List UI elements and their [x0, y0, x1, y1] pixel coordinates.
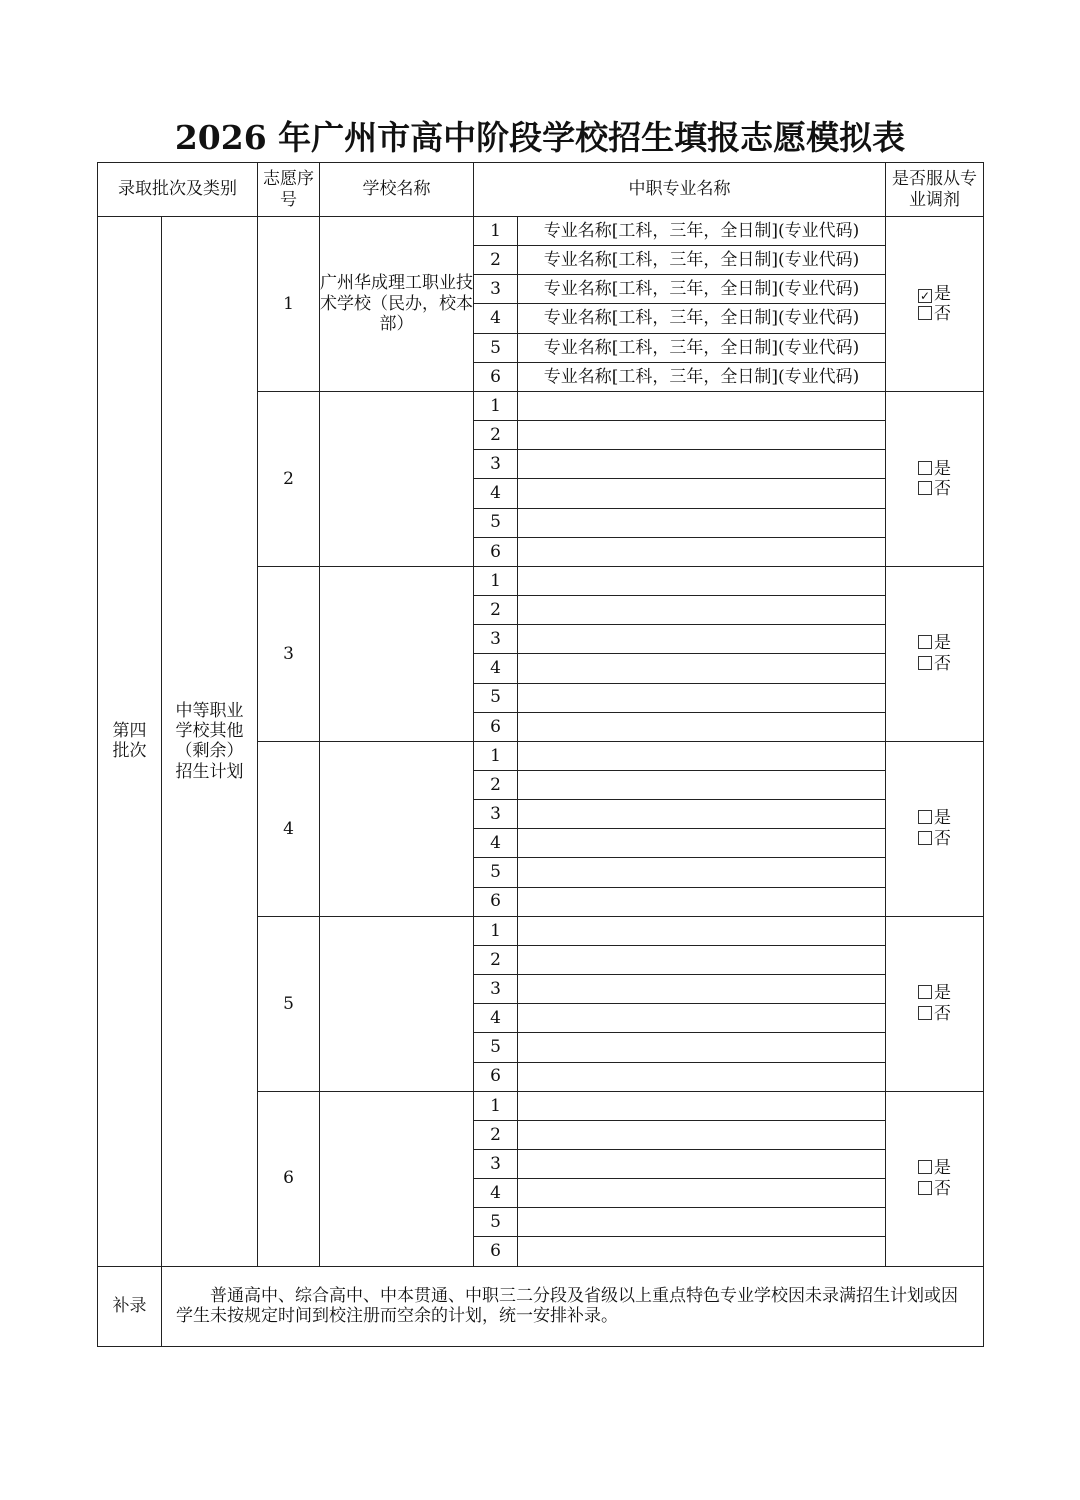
major-name-field[interactable]	[518, 916, 886, 945]
major-name-field[interactable]	[518, 1179, 886, 1208]
header-major-name: 中职专业名称	[474, 163, 886, 217]
major-name-field[interactable]: 专业名称[工科，三年，全日制](专业代码)	[518, 333, 886, 362]
major-name-field[interactable]	[518, 858, 886, 887]
major-index: 4	[474, 1004, 518, 1033]
major-name-field[interactable]: 专业名称[工科，三年，全日制](专业代码)	[518, 362, 886, 391]
major-name-field[interactable]: 专业名称[工科，三年，全日制](专业代码)	[518, 304, 886, 333]
page-title: 2026 年广州市高中阶段学校招生填报志愿模拟表	[174, 118, 906, 157]
no-checkbox[interactable]	[918, 1006, 932, 1020]
choice-number: 2	[258, 391, 320, 566]
major-name-field[interactable]	[518, 683, 886, 712]
school-name-field[interactable]	[320, 916, 474, 1091]
major-index: 3	[474, 275, 518, 304]
no-checkbox[interactable]	[918, 1181, 932, 1195]
major-index: 6	[474, 362, 518, 391]
choice-number: 6	[258, 1091, 320, 1266]
major-index: 4	[474, 654, 518, 683]
no-label: 否	[934, 1003, 951, 1024]
yes-label: 是	[934, 1158, 951, 1179]
major-index: 5	[474, 683, 518, 712]
major-index: 4	[474, 829, 518, 858]
major-index: 6	[474, 1062, 518, 1091]
no-label: 否	[934, 303, 951, 324]
header-choice-no: 志愿序号	[258, 163, 320, 217]
major-name-field[interactable]	[518, 975, 886, 1004]
yes-label: 是	[934, 283, 951, 304]
major-index: 5	[474, 858, 518, 887]
major-name-field[interactable]	[518, 421, 886, 450]
major-index: 3	[474, 625, 518, 654]
adjust-yes-option[interactable]	[886, 983, 983, 1003]
major-index: 4	[474, 479, 518, 508]
major-index: 1	[474, 566, 518, 595]
no-label: 否	[934, 1178, 951, 1199]
major-name-field[interactable]	[518, 1091, 886, 1120]
major-index: 3	[474, 1150, 518, 1179]
major-name-field[interactable]	[518, 887, 886, 916]
adjust-options	[886, 741, 984, 916]
application-form-table	[97, 162, 984, 1347]
major-name-field[interactable]	[518, 1004, 886, 1033]
yes-label: 是	[934, 808, 951, 829]
major-row	[98, 217, 984, 246]
adjust-yes-option[interactable]	[886, 1158, 983, 1178]
major-index: 6	[474, 712, 518, 741]
no-checkbox[interactable]	[918, 656, 932, 670]
school-name-field[interactable]	[320, 566, 474, 741]
adjust-options	[886, 217, 984, 392]
major-index: 2	[474, 945, 518, 974]
no-checkbox[interactable]	[918, 306, 932, 320]
major-index: 6	[474, 537, 518, 566]
supplement-row	[98, 1266, 984, 1346]
major-index: 6	[474, 887, 518, 916]
yes-label: 是	[934, 458, 951, 479]
school-name-field[interactable]	[320, 391, 474, 566]
major-index: 4	[474, 304, 518, 333]
choice-number: 3	[258, 566, 320, 741]
school-name-field[interactable]	[320, 741, 474, 916]
major-index: 3	[474, 975, 518, 1004]
major-index: 1	[474, 741, 518, 770]
major-name-field[interactable]	[518, 537, 886, 566]
major-index: 1	[474, 391, 518, 420]
choice-number: 4	[258, 741, 320, 916]
header-school-name: 学校名称	[320, 163, 474, 217]
major-index: 5	[474, 333, 518, 362]
major-index: 5	[474, 508, 518, 537]
adjust-options	[886, 566, 984, 741]
yes-checkbox[interactable]: ✓	[919, 288, 931, 303]
yes-label: 是	[934, 983, 951, 1004]
supplement-label: 补录	[98, 1266, 162, 1346]
school-name-field[interactable]	[320, 1091, 474, 1266]
major-index: 1	[474, 217, 518, 246]
supplement-text: 普通高中、综合高中、中本贯通、中职三二分段及省级以上重点特色专业学校因未录满招生计划或因学生未按规定时间到校注册而空余的计划，统一安排补录。	[162, 1266, 984, 1346]
major-index: 5	[474, 1033, 518, 1062]
major-index: 3	[474, 450, 518, 479]
adjust-options	[886, 916, 984, 1091]
major-index: 2	[474, 421, 518, 450]
adjust-yes-option[interactable]	[886, 808, 983, 828]
major-index: 2	[474, 596, 518, 625]
major-index: 5	[474, 1208, 518, 1237]
no-label: 否	[934, 478, 951, 499]
major-name-field[interactable]	[518, 712, 886, 741]
major-index: 3	[474, 800, 518, 829]
major-name-field[interactable]	[518, 625, 886, 654]
major-name-field[interactable]	[518, 1033, 886, 1062]
major-name-field[interactable]	[518, 829, 886, 858]
major-name-field[interactable]: 专业名称[工科，三年，全日制](专业代码)	[518, 217, 886, 246]
no-checkbox[interactable]	[918, 481, 932, 495]
header-round-category: 录取批次及类别	[98, 163, 258, 217]
adjust-options	[886, 1091, 984, 1266]
adjust-no-option[interactable]	[886, 1179, 983, 1199]
adjust-no-option[interactable]	[886, 1004, 983, 1024]
major-name-field[interactable]: 专业名称[工科，三年，全日制](专业代码)	[518, 246, 886, 275]
yes-label: 是	[934, 633, 951, 654]
major-name-field[interactable]	[518, 1150, 886, 1179]
adjust-no-option[interactable]	[886, 654, 983, 674]
admission-category: 中等职业学校其他（剩余）招生计划	[162, 217, 258, 1267]
major-name-field[interactable]	[518, 479, 886, 508]
yes-checkbox[interactable]	[918, 461, 932, 475]
major-index: 4	[474, 1179, 518, 1208]
adjust-no-option[interactable]	[886, 829, 983, 849]
no-label: 否	[934, 653, 951, 674]
major-name-field[interactable]	[518, 1062, 886, 1091]
major-name-field[interactable]	[518, 596, 886, 625]
major-name-field[interactable]	[518, 1237, 886, 1266]
major-index: 2	[474, 246, 518, 275]
choice-number: 5	[258, 916, 320, 1091]
major-index: 2	[474, 770, 518, 799]
header-adjust: 是否服从专业调剂	[886, 163, 984, 217]
yes-checkbox[interactable]	[918, 810, 932, 824]
adjust-yes-option[interactable]	[886, 284, 983, 304]
major-name-field[interactable]: 专业名称[工科，三年，全日制](专业代码)	[518, 275, 886, 304]
major-index: 2	[474, 1120, 518, 1149]
adjust-options	[886, 391, 984, 566]
major-index: 1	[474, 916, 518, 945]
major-name-field[interactable]	[518, 741, 886, 770]
major-name-field[interactable]	[518, 770, 886, 799]
major-name-field[interactable]	[518, 1120, 886, 1149]
major-name-field[interactable]	[518, 800, 886, 829]
header-row	[98, 163, 984, 217]
major-name-field[interactable]	[518, 654, 886, 683]
adjust-no-option[interactable]	[886, 479, 983, 499]
adjust-yes-option[interactable]	[886, 459, 983, 479]
yes-checkbox[interactable]	[918, 1160, 932, 1174]
choice-number: 1	[258, 217, 320, 392]
no-checkbox[interactable]	[918, 831, 932, 845]
major-index: 1	[474, 1091, 518, 1120]
major-name-field[interactable]	[518, 391, 886, 420]
yes-checkbox[interactable]	[918, 635, 932, 649]
major-name-field[interactable]	[518, 566, 886, 595]
major-index: 6	[474, 1237, 518, 1266]
major-name-field[interactable]	[518, 450, 886, 479]
major-name-field[interactable]	[518, 945, 886, 974]
major-name-field[interactable]	[518, 508, 886, 537]
yes-checkbox[interactable]	[918, 985, 932, 999]
school-name-field[interactable]: 广州华成理工职业技术学校（民办，校本部）	[320, 217, 474, 392]
major-name-field[interactable]	[518, 1208, 886, 1237]
adjust-no-option[interactable]	[886, 304, 983, 324]
admission-round: 第四批次	[98, 217, 162, 1267]
no-label: 否	[934, 828, 951, 849]
adjust-yes-option[interactable]	[886, 633, 983, 653]
